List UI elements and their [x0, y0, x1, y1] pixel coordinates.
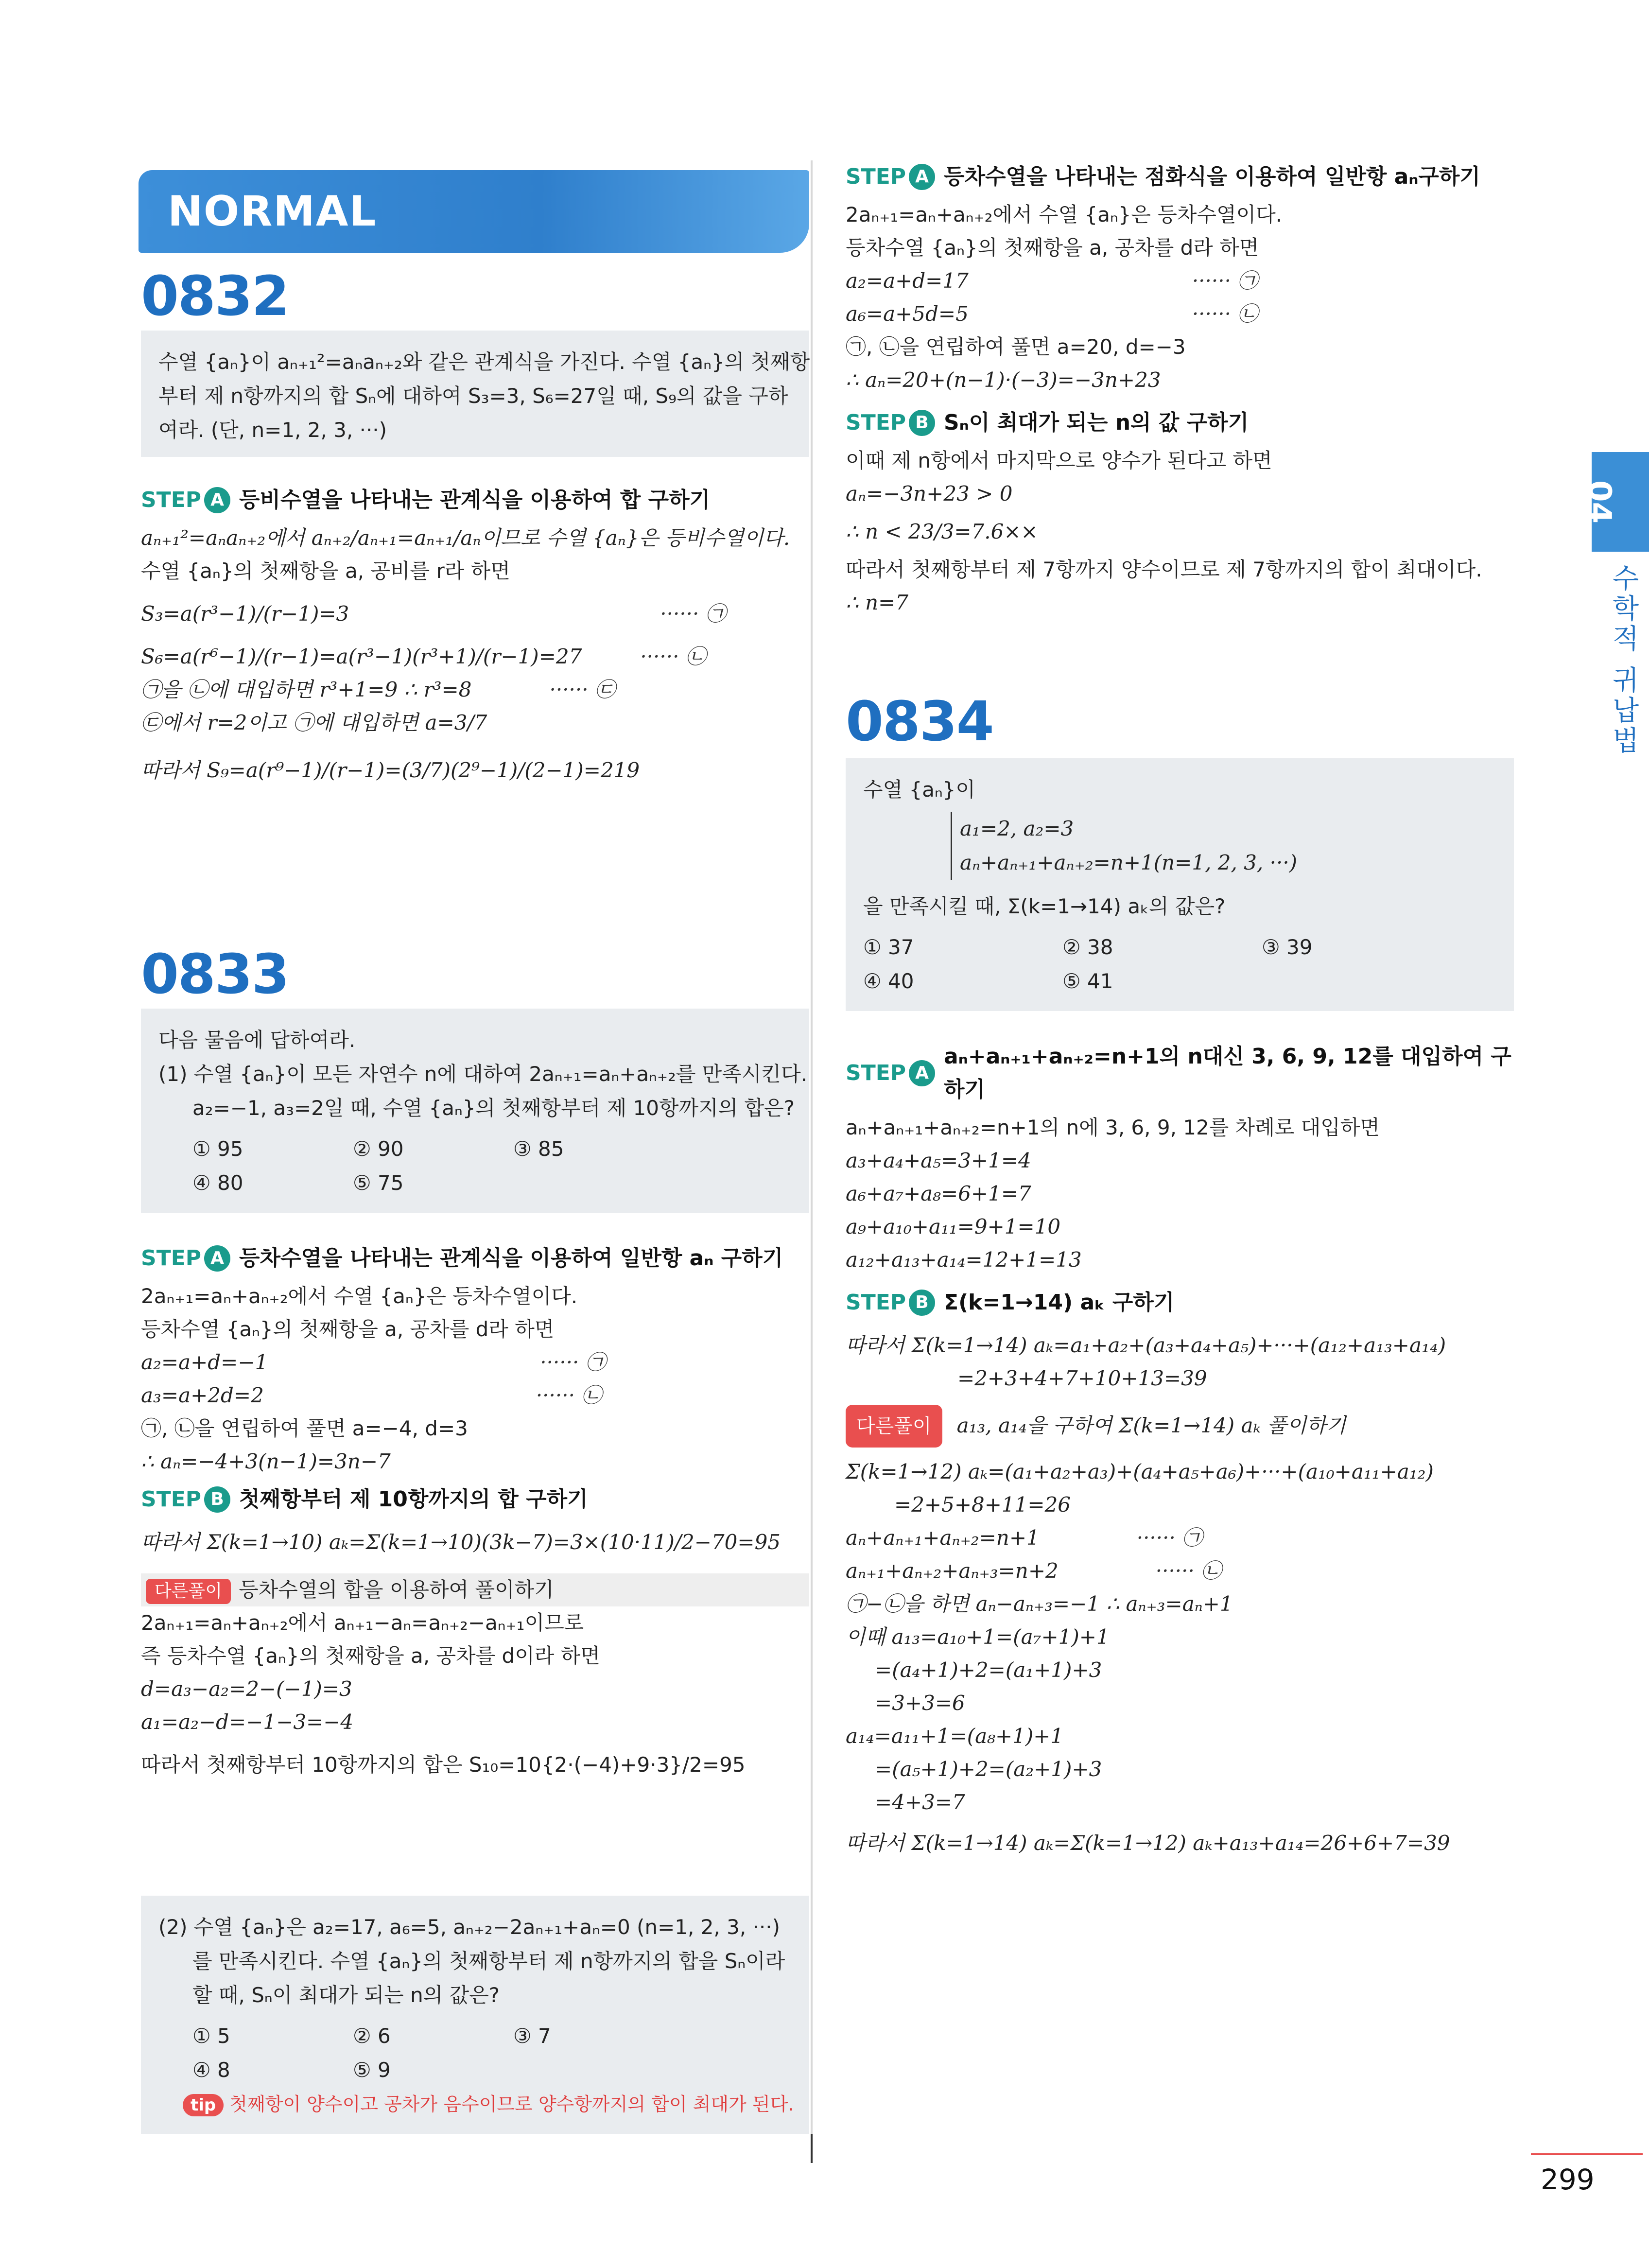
- alt-line: d=a₃−a₂=2−(−1)=3: [141, 1677, 352, 1701]
- solution-line: aₙ+aₙ₊₁+aₙ₊₂=n+1의 n에 3, 6, 9, 12를 차례로 대입하면: [846, 1116, 1380, 1139]
- problem-text-line: 부터 제 n항까지의 합 Sₙ에 대하여 S₃=3, S₆=27일 때, S₉의 값을 구하: [158, 384, 788, 408]
- problem-text-line: 수열 {aₙ}이: [863, 778, 975, 802]
- choice-1[interactable]: ① 95: [192, 1137, 243, 1161]
- step-badge: STEP A: [141, 484, 230, 517]
- column-divider: [811, 160, 813, 2144]
- solution-line: ∴ aₙ=−4+3(n−1)=3n−7: [141, 1449, 391, 1473]
- recurrence-line: aₙ+aₙ₊₁+aₙ₊₂=n+1(n=1, 2, 3, ···): [960, 851, 1298, 874]
- alt-line: =3+3=6: [875, 1691, 965, 1715]
- choice-4[interactable]: ④ 80: [192, 1171, 243, 1195]
- solution-line: ∴ n < 23/3=7.6××: [846, 520, 1038, 543]
- page-number-rule: [1531, 2153, 1643, 2155]
- choice-5[interactable]: ⑤ 9: [353, 2058, 391, 2082]
- choices-0833-2: [158, 2019, 792, 2087]
- choice-5[interactable]: ⑤ 41: [1062, 969, 1113, 993]
- question-line: (2) 수열 {aₙ}은 a₂=17, a₆=5, aₙ₊₂−2aₙ₊₁+aₙ=0 (n=1, 2, 3, ···): [158, 1915, 780, 1939]
- problem-number-0833: 0833: [141, 943, 289, 1006]
- choice-2[interactable]: ② 6: [353, 2024, 391, 2048]
- solution-line: a₂=a+d=−1 ······ ㉠: [141, 1350, 606, 1374]
- choice-3[interactable]: ③ 85: [513, 1137, 564, 1161]
- choice-5[interactable]: ⑤ 75: [353, 1171, 404, 1195]
- solution-line: a₃+a₄+a₅=3+1=4: [846, 1149, 1031, 1172]
- step-b-heading: STEP B 첫째항부터 제 10항까지의 합 구하기: [141, 1483, 809, 1516]
- solution-line: a₁₂+a₁₃+a₁₄=12+1=13: [846, 1248, 1082, 1272]
- chapter-label: 수학적 귀납법: [1608, 564, 1639, 756]
- solution-0833-2: [846, 156, 1526, 619]
- alt-line: =(a₄+1)+2=(a₁+1)+3: [875, 1658, 1102, 1682]
- solution-line: a₆=a+5d=5 ······ ㉡: [846, 302, 1258, 326]
- question-line: 를 만족시킨다. 수열 {aₙ}의 첫째항부터 제 n항까지의 합을 Sₙ이라: [192, 1949, 785, 1973]
- solution-line: 따라서 Σ(k=1→14) aₖ=a₁+a₂+(a₃+a₄+a₅)+···+(a₁₂+a₁₃+a₁₄): [846, 1333, 1446, 1357]
- solution-line: a₂=a+d=17 ······ ㉠: [846, 269, 1258, 293]
- step-a-heading: STEP A aₙ+aₙ₊₁+aₙ₊₂=n+1의 n대신 3, 6, 9, 12를 대입하여 구하기: [846, 1040, 1526, 1106]
- problem-text-line: 수열 {aₙ}이 aₙ₊₁²=aₙaₙ₊₂와 같은 관계식을 가진다. 수열 {aₙ}의 첫째항: [158, 350, 810, 374]
- problem-intro: 다음 물음에 답하여라.: [158, 1028, 356, 1052]
- alt-line: aₙ+aₙ₊₁+aₙ₊₂=n+1 ······ ㉠: [846, 1526, 1203, 1550]
- alt-line: ㉠−㉡을 하면 aₙ−aₙ₊₃=−1 ∴ aₙ₊₃=aₙ+1: [846, 1592, 1233, 1616]
- problem-box-0834: [846, 758, 1514, 1011]
- solution-line: a₉+a₁₀+a₁₁=9+1=10: [846, 1215, 1061, 1239]
- problem-text-line: 을 만족시킬 때, Σ(k=1→14) aₖ의 값은?: [863, 894, 1226, 918]
- alt-line: 따라서 Σ(k=1→14) aₖ=Σ(k=1→12) aₖ+a₁₃+a₁₄=26+6+7=39: [846, 1831, 1450, 1855]
- recurrence-line: a₁=2, a₂=3: [960, 817, 1074, 840]
- choice-3[interactable]: ③ 7: [513, 2024, 551, 2048]
- solution-0832: [141, 479, 809, 787]
- choices-0833-1: [158, 1132, 792, 1200]
- solution-line: 따라서 S₉=a(r⁹−1)/(r−1)=(3/7)(2⁹−1)/(2−1)=219: [141, 758, 640, 782]
- problem-box-0832: [141, 331, 809, 457]
- solution-line: =2+3+4+7+10+13=39: [957, 1366, 1207, 1390]
- alt-solution-heading: 다른풀이 등차수열의 합을 이용하여 풀이하기: [141, 1573, 809, 1606]
- solution-line: ㉠을 ㉡에 대입하면 r³+1=9 ∴ r³=8 ······ ㉢: [141, 678, 615, 701]
- solution-line: ㉠, ㉡을 연립하여 풀면 a=20, d=−3: [846, 335, 1186, 359]
- solution-line: 따라서 Σ(k=1→10) aₖ=Σ(k=1→10)(3k−7)=3×(10·11)/2−70=95: [141, 1530, 781, 1554]
- question-line: 할 때, Sₙ이 최대가 되는 n의 값은?: [192, 1983, 500, 2007]
- alt-line: =(a₅+1)+2=(a₂+1)+3: [875, 1757, 1102, 1781]
- solution-line: 따라서 첫째항부터 제 7항까지 양수이므로 제 7항까지의 합이 최대이다.: [846, 558, 1482, 581]
- solution-line: aₙ=−3n+23 > 0: [846, 482, 1013, 506]
- problem-box-0833-1: [141, 1009, 809, 1213]
- alt-line: Σ(k=1→12) aₖ=(a₁+a₂+a₃)+(a₄+a₅+a₆)+···+(a₁₀+a₁₁+a₁₂): [846, 1460, 1434, 1483]
- step-title: Sₙ이 최대가 되는 n의 값 구하기: [944, 410, 1249, 435]
- solution-0833-1: [141, 1237, 809, 1781]
- solution-line: a₃=a+2d=2 ······ ㉡: [141, 1383, 602, 1407]
- choice-1[interactable]: ① 37: [863, 935, 914, 959]
- alt-line: aₙ₊₁+aₙ₊₂+aₙ₊₃=n+2 ······ ㉡: [846, 1559, 1222, 1583]
- step-a-heading: [141, 484, 809, 517]
- alt-line: 따라서 첫째항부터 10항까지의 합은 S₁₀=10{2·(−4)+9·3}/2=95: [141, 1753, 746, 1777]
- solution-line: aₙ₊₁²=aₙaₙ₊₂에서 aₙ₊₂/aₙ₊₁=aₙ₊₁/aₙ이므로 수열 {aₙ}은 등비수열이다.: [141, 526, 790, 550]
- solution-0834: [846, 1035, 1526, 1860]
- solution-line: 수열 {aₙ}의 첫째항을 a, 공비를 r라 하면: [141, 559, 510, 583]
- choice-4[interactable]: ④ 40: [863, 969, 914, 993]
- step-title: 등차수열을 나타내는 관계식을 이용하여 일반항 aₙ 구하기: [239, 1246, 783, 1271]
- solution-line: ∴ n=7: [846, 591, 909, 614]
- solution-line: ㉠, ㉡을 연립하여 풀면 a=−4, d=3: [141, 1416, 468, 1440]
- question-line: a₂=−1, a₃=2일 때, 수열 {aₙ}의 첫째항부터 제 10항까지의 합은?: [192, 1096, 795, 1120]
- step-title: 등차수열을 나타내는 점화식을 이용하여 일반항 aₙ구하기: [944, 164, 1480, 189]
- difficulty-banner: NORMAL: [139, 170, 809, 253]
- solution-line: 이때 제 n항에서 마지막으로 양수가 된다고 하면: [846, 449, 1272, 472]
- solution-line: 2aₙ₊₁=aₙ+aₙ₊₂에서 수열 {aₙ}은 등차수열이다.: [846, 203, 1283, 227]
- choice-2[interactable]: ② 90: [353, 1137, 404, 1161]
- question-line: (1) 수열 {aₙ}이 모든 자연수 n에 대하여 2aₙ₊₁=aₙ+aₙ₊₂를 만족시킨다.: [158, 1062, 808, 1086]
- choices-0834: [863, 930, 1496, 998]
- problem-box-0833-2: [141, 1896, 809, 2134]
- recurrence-system: [951, 812, 1496, 880]
- solution-line: 등차수열 {aₙ}의 첫째항을 a, 공차를 d라 하면: [846, 236, 1259, 260]
- alt-line: 즉 등차수열 {aₙ}의 첫째항을 a, 공차를 d이라 하면: [141, 1644, 600, 1668]
- step-title: 첫째항부터 제 10항까지의 합 구하기: [239, 1487, 588, 1512]
- alt-tag: 다른풀이: [146, 1579, 231, 1604]
- problem-number-0832: 0832: [141, 265, 289, 328]
- alt-line: =4+3=7: [875, 1790, 965, 1814]
- alt-line: =2+5+8+11=26: [894, 1493, 1071, 1517]
- step-b-heading: STEP B Σ(k=1→14) aₖ 구하기: [846, 1286, 1526, 1319]
- solution-line: ㉢에서 r=2이고 ㉠에 대입하면 a=3/7: [141, 711, 487, 734]
- solution-line: a₆+a₇+a₈=6+1=7: [846, 1182, 1031, 1205]
- chapter-tab[interactable]: 04: [1592, 452, 1649, 552]
- alt-line: 2aₙ₊₁=aₙ+aₙ₊₂에서 aₙ₊₁−aₙ=aₙ₊₂−aₙ₊₁이므로: [141, 1611, 584, 1635]
- step-b-heading: STEP B Sₙ이 최대가 되는 n의 값 구하기: [846, 406, 1526, 439]
- solution-line: 2aₙ₊₁=aₙ+aₙ₊₂에서 수열 {aₙ}은 등차수열이다.: [141, 1284, 578, 1308]
- step-title: aₙ+aₙ₊₁+aₙ₊₂=n+1의 n대신 3, 6, 9, 12를 대입하여 구하기: [944, 1044, 1511, 1102]
- solution-line: 등차수열 {aₙ}의 첫째항을 a, 공차를 d라 하면: [141, 1317, 555, 1341]
- choice-1[interactable]: ① 5: [192, 2024, 230, 2048]
- problem-number-0834: 0834: [846, 690, 993, 753]
- page-number: 299: [1541, 2163, 1595, 2196]
- alt-solution-heading: 다른풀이 a₁₃, a₁₄을 구하여 Σ(k=1→14) aₖ 풀이하기: [846, 1405, 1526, 1448]
- tip-line: tip 첫째항이 양수이고 공차가 음수이므로 양수항까지의 합이 최대가 된다.: [158, 2087, 792, 2121]
- alt-line: 이때 a₁₃=a₁₀+1=(a₇+1)+1: [846, 1625, 1110, 1649]
- choice-4[interactable]: ④ 8: [192, 2058, 230, 2082]
- step-a-heading: STEP A 등차수열을 나타내는 점화식을 이용하여 일반항 aₙ구하기: [846, 160, 1526, 193]
- alt-line: a₁₄=a₁₁+1=(a₈+1)+1: [846, 1724, 1064, 1748]
- step-a-heading: STEP A 등차수열을 나타내는 관계식을 이용하여 일반항 aₙ 구하기: [141, 1242, 809, 1275]
- choice-2[interactable]: ② 38: [1062, 935, 1113, 959]
- alt-line: a₁=a₂−d=−1−3=−4: [141, 1710, 354, 1734]
- step-title: 등비수열을 나타내는 관계식을 이용하여 합 구하기: [239, 488, 711, 512]
- problem-text-line: 여라. (단, n=1, 2, 3, ···): [158, 418, 387, 442]
- step-title: Σ(k=1→14) aₖ 구하기: [944, 1290, 1175, 1315]
- tip-tag: tip: [183, 2094, 224, 2116]
- column-divider-end: [811, 2134, 813, 2163]
- choice-3[interactable]: ③ 39: [1262, 935, 1313, 959]
- solution-line: S₆=a(r⁶−1)/(r−1)=a(r³−1)(r³+1)/(r−1)=27 ······ ㉡: [141, 645, 706, 668]
- alt-tag: 다른풀이: [846, 1405, 942, 1448]
- solution-line: ∴ aₙ=20+(n−1)·(−3)=−3n+23: [846, 368, 1161, 392]
- solution-line: S₃=a(r³−1)/(r−1)=3 ······ ㉠: [141, 602, 726, 626]
